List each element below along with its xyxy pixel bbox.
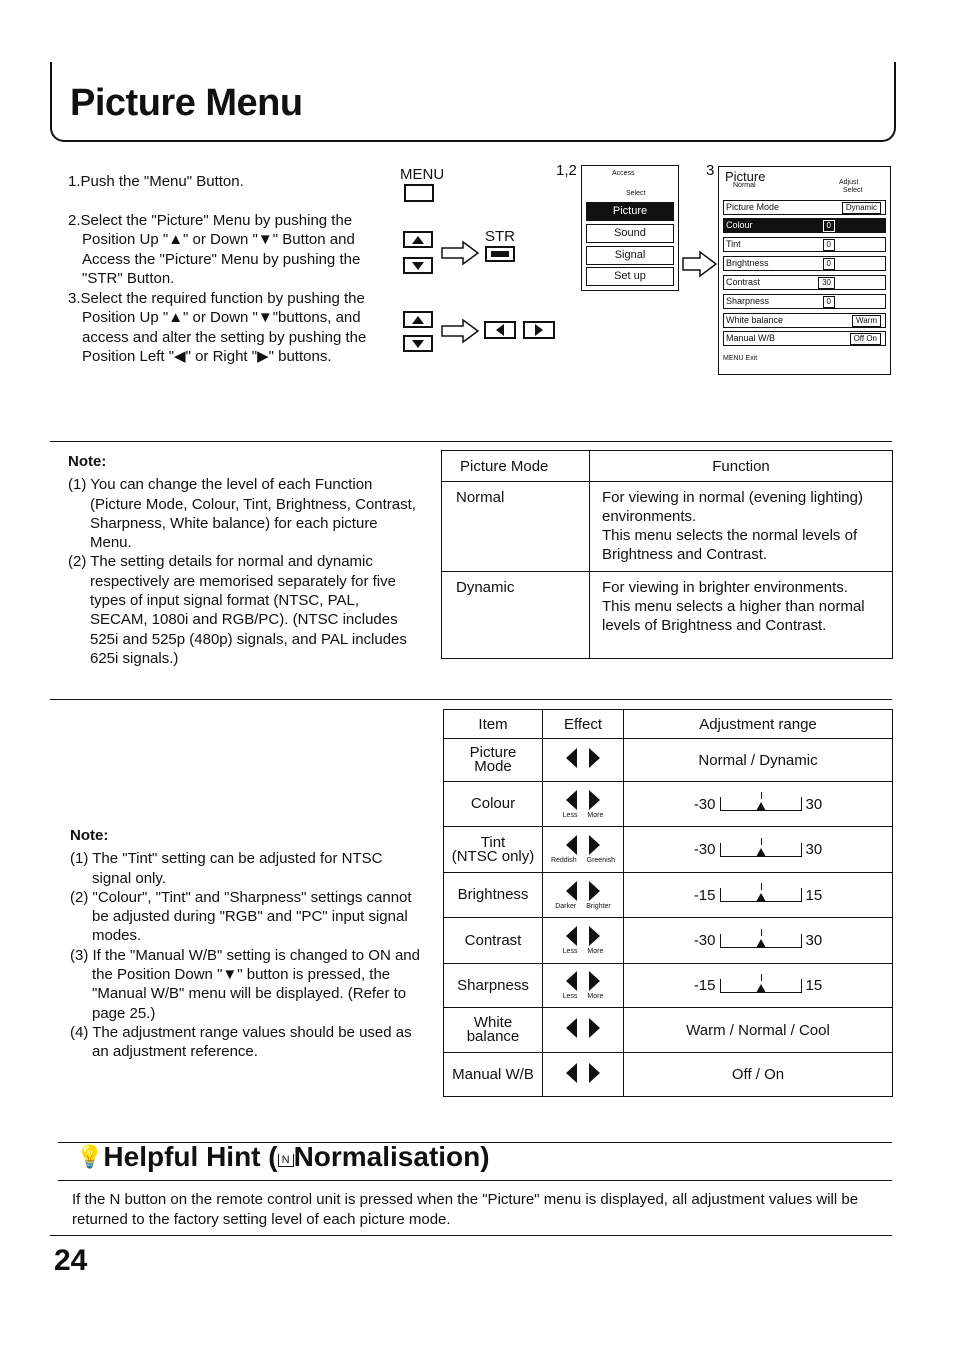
osd-legend-adjust: Adjust [839, 179, 859, 186]
right-arrow-icon [589, 881, 600, 901]
left-right-arrows-icon [566, 1063, 600, 1083]
range-text: Warm / Normal / Cool [686, 1021, 830, 1039]
menu-key-label: MENU [400, 166, 445, 183]
divider [50, 441, 892, 442]
osd-row-contrast[interactable] [723, 275, 886, 290]
osd-row-label: Picture Mode [726, 202, 780, 212]
range-min: -15 [693, 977, 716, 994]
osd-item-signal[interactable]: Signal [586, 246, 674, 265]
function-cell: For viewing in normal (evening lighting) environments. This menu selects the normal levels of Brightness and Contrast. [590, 482, 893, 572]
note-1-item: (2) The setting details for normal and dynamic respectively are memorised separately for five types of input signal format (NTSC, PAL, SECAM, 1080i and RGB/PC). (NTSC includes 525i and 525p (480p) signals, and PAL includes 625i signals.) [68, 553, 407, 667]
effect-cell [543, 873, 624, 918]
table-header: Item [444, 710, 543, 739]
pointer-icon [756, 984, 766, 993]
table-row [444, 1053, 893, 1097]
table-row [444, 964, 893, 1008]
osd-row-value: Warm [852, 315, 881, 327]
range-max: 30 [805, 795, 823, 813]
osd-item-setup[interactable]: Set up [586, 267, 674, 286]
note-2-item: (1) The "Tint" setting can be adjusted for NTSC signal only. [70, 850, 383, 887]
up-button-2[interactable] [403, 311, 433, 328]
note-1-item: (1) You can change the level of each Function (Picture Mode, Colour, Tint, Brightness, Contrast, Sharpness, White balance) for each picture Menu. [68, 476, 416, 552]
left-right-arrows-icon [566, 1018, 600, 1038]
step-3-rest: Position Up "▲" or Down "▼"buttons, and access and alter the setting by pushing the Position Left "◀" or Right "▶" buttons. [82, 309, 367, 365]
range-cell [624, 873, 893, 918]
left-right-arrows-icon [563, 971, 604, 1000]
osd-item-sound[interactable]: Sound [586, 224, 674, 243]
right-arrow-icon [589, 971, 600, 991]
note-2-item: (4) The adjustment range values should be used as an adjustment reference. [70, 1023, 412, 1061]
table-row [444, 782, 893, 827]
left-arrow-icon [566, 748, 577, 768]
note-1-title: Note: [68, 453, 107, 470]
range-min: -15 [693, 886, 716, 904]
range-text: Normal / Dynamic [698, 751, 818, 769]
effect-right-label: More [587, 811, 604, 819]
osd-row-manual-wb[interactable] [723, 331, 886, 346]
arrow-icon [441, 240, 481, 266]
osd-row-value: 0 [823, 220, 835, 232]
pointer-icon [756, 939, 766, 948]
effect-cell [543, 739, 624, 782]
table-header: Adjustment range [624, 710, 893, 739]
osd-footer: MENU Exit [723, 355, 758, 362]
divider [50, 1235, 892, 1236]
range-min: -30 [693, 841, 716, 858]
left-right-arrows-icon [566, 748, 600, 768]
effect-right-label: Greenish [586, 857, 616, 864]
left-arrow-icon [566, 835, 577, 855]
right-arrow-icon [589, 748, 600, 768]
osd-row-label: Tint [726, 239, 741, 249]
range-max: 30 [805, 932, 823, 949]
lightbulb-icon: 💡 [76, 1144, 104, 1169]
table-header: Function [590, 451, 893, 482]
osd-row-label: Manual W/B [726, 333, 776, 343]
range-max: 30 [805, 841, 823, 858]
range-cell [624, 918, 893, 964]
down-button[interactable] [403, 257, 433, 274]
table-row [442, 482, 893, 572]
osd-row-value: Off On [850, 333, 881, 345]
effect-cell [543, 827, 624, 873]
item-cell: Brightness [444, 873, 543, 918]
range-scale [720, 797, 802, 811]
hint-title [76, 1141, 490, 1173]
range-scale [720, 979, 802, 993]
hint-text: If the N button on the remote control unit is pressed when the "Picture" menu is displayed, all adjustment values will be returned to the factory setting level of each picture mode. [72, 1191, 859, 1228]
left-right-arrows-icon [551, 835, 615, 864]
adjustment-table [443, 709, 893, 1097]
effect-cell [543, 964, 624, 1008]
note-2-item: (3) If the "Manual W/B" setting is changed to ON and the Position Down "▼" button is pressed, the "Manual W/B" menu will be displayed. (Refer to page 25.) [70, 946, 420, 1022]
picture-menu-osd [718, 166, 891, 375]
step-3-first: 3.Select the required function by pushing the [68, 289, 365, 307]
table-row [444, 918, 893, 964]
effect-right-label: More [587, 993, 604, 1000]
item-cell: White balance [444, 1008, 543, 1053]
left-arrow-icon [566, 881, 577, 901]
range-cell [624, 827, 893, 873]
left-right-arrows-icon [563, 926, 604, 955]
effect-left-label: Reddish [550, 857, 577, 864]
range-cell [624, 964, 893, 1008]
osd-row-label: Sharpness [726, 296, 770, 306]
range-cell [624, 782, 893, 827]
osd-legend-access: Access [612, 170, 635, 177]
osd-row-tint[interactable] [723, 237, 886, 252]
function-cell: For viewing in brighter environments. This menu selects a higher than normal levels of Brightness and Contrast. [590, 572, 893, 659]
left-arrow-icon [566, 1063, 577, 1083]
note-2 [70, 826, 422, 1062]
effect-right-label: Brighter [586, 902, 611, 910]
osd-row-brightness[interactable] [723, 256, 886, 271]
effect-cell [543, 782, 624, 827]
right-button[interactable] [523, 321, 555, 339]
osd-row-label: Colour [726, 220, 753, 230]
range-text: Off / On [731, 1066, 785, 1083]
left-arrow-icon [566, 926, 577, 946]
range-scale [720, 888, 802, 902]
left-button[interactable] [484, 321, 516, 339]
hint-title-prefix: Helpful Hint ( [103, 1141, 278, 1172]
main-menu-osd [581, 165, 679, 291]
page-title: Picture Menu [70, 82, 303, 124]
item-cell: Sharpness [444, 964, 543, 1008]
left-right-arrows-icon [555, 881, 611, 910]
left-arrow-icon [566, 1018, 577, 1038]
osd-row-label: White balance [726, 315, 784, 325]
osd-row-picture-mode[interactable] [723, 200, 886, 215]
note-1 [68, 452, 420, 668]
divider [50, 699, 892, 700]
item-cell: Contrast [444, 918, 543, 964]
table-row [444, 739, 893, 782]
osd-row-value: Dynamic [842, 202, 881, 214]
arrow-icon-3 [682, 250, 718, 278]
step-2-first: 2.Select the "Picture" Menu by pushing the [68, 211, 353, 229]
osd-item-picture[interactable]: Picture [586, 202, 674, 221]
page-number: 24 [54, 1244, 88, 1277]
osd-picture-title: Picture [725, 169, 766, 184]
hint-title-suffix: Normalisation) [293, 1141, 490, 1172]
osd-row-colour[interactable] [723, 218, 886, 233]
right-arrow-icon [589, 1063, 600, 1083]
table-row [442, 572, 893, 659]
osd-step-label-3: 3 [706, 162, 715, 179]
arrow-icon-2 [441, 318, 481, 344]
osd-legend-select: Select [626, 190, 646, 197]
effect-cell [543, 918, 624, 964]
osd-row-label: Contrast [726, 277, 761, 287]
osd-row-value: 0 [823, 296, 835, 308]
table-row [444, 1008, 893, 1053]
divider [58, 1180, 892, 1181]
step-1: 1.Push the "Menu" Button. [68, 173, 244, 190]
pointer-icon [756, 802, 766, 811]
effect-cell [543, 1008, 624, 1053]
mode-cell: Normal [442, 482, 590, 572]
n-symbol: N [281, 1154, 290, 1166]
osd-row-sharpness[interactable] [723, 294, 886, 309]
osd-row-label: Brightness [726, 258, 769, 268]
menu-button[interactable] [404, 184, 434, 202]
effect-cell [543, 1053, 624, 1097]
item-cell: Tint (NTSC only) [444, 827, 543, 873]
range-min: -30 [693, 932, 716, 949]
str-key-label: STR [485, 228, 515, 245]
note-2-item: (2) "Colour", "Tint" and "Sharpness" settings cannot be adjusted during "RGB" and "PC" input signal modes. [70, 888, 412, 945]
step-2-rest: Position Up "▲" or Down "▼" Button and Access the "Picture" Menu by pushing the "STR" Button. [82, 231, 361, 287]
str-button[interactable] [485, 246, 515, 262]
pointer-icon [756, 893, 766, 902]
item-cell: Picture Mode [444, 739, 543, 782]
effect-left-label: Less [562, 993, 578, 1000]
table-row [444, 873, 893, 918]
table-row [444, 827, 893, 873]
pointer-icon [756, 848, 766, 857]
effect-left-label: Darker [555, 902, 577, 910]
osd-legend-select-2: Select [843, 187, 863, 194]
item-cell: Manual W/B [444, 1053, 543, 1097]
item-cell: Colour [444, 782, 543, 827]
n-button-icon [278, 1154, 294, 1167]
range-max: 15 [805, 977, 823, 994]
step-list [68, 172, 398, 367]
table-header-row [442, 451, 893, 482]
range-scale [720, 934, 802, 948]
osd-step-label: 1,2 [556, 162, 577, 179]
table-header-row [444, 710, 893, 739]
mode-cell: Dynamic [442, 572, 590, 659]
range-min: -30 [693, 795, 716, 813]
table-header: Picture Mode [442, 451, 590, 482]
right-arrow-icon [589, 835, 600, 855]
right-arrow-icon [589, 790, 600, 810]
effect-left-label: Less [562, 811, 578, 819]
effect-right-label: More [587, 948, 604, 955]
picture-mode-table [441, 450, 893, 659]
left-arrow-icon [566, 971, 577, 991]
right-arrow-icon [589, 926, 600, 946]
left-arrow-icon [566, 790, 577, 810]
range-cell [624, 1008, 893, 1053]
table-header: Effect [543, 710, 624, 739]
left-right-arrows-icon [563, 790, 604, 819]
note-2-title: Note: [70, 827, 109, 844]
range-max: 15 [805, 886, 823, 904]
range-scale [720, 843, 802, 857]
osd-row-value: 0 [823, 239, 835, 251]
osd-row-value: 0 [823, 258, 835, 270]
down-button-2[interactable] [403, 335, 433, 352]
osd-picture-subtitle: Normal [733, 182, 756, 189]
right-arrow-icon [589, 1018, 600, 1038]
osd-row-value: 30 [818, 277, 835, 289]
up-button[interactable] [403, 231, 433, 248]
osd-row-white-balance[interactable] [723, 313, 886, 328]
range-cell [624, 739, 893, 782]
range-cell [624, 1053, 893, 1097]
effect-left-label: Less [562, 948, 578, 955]
